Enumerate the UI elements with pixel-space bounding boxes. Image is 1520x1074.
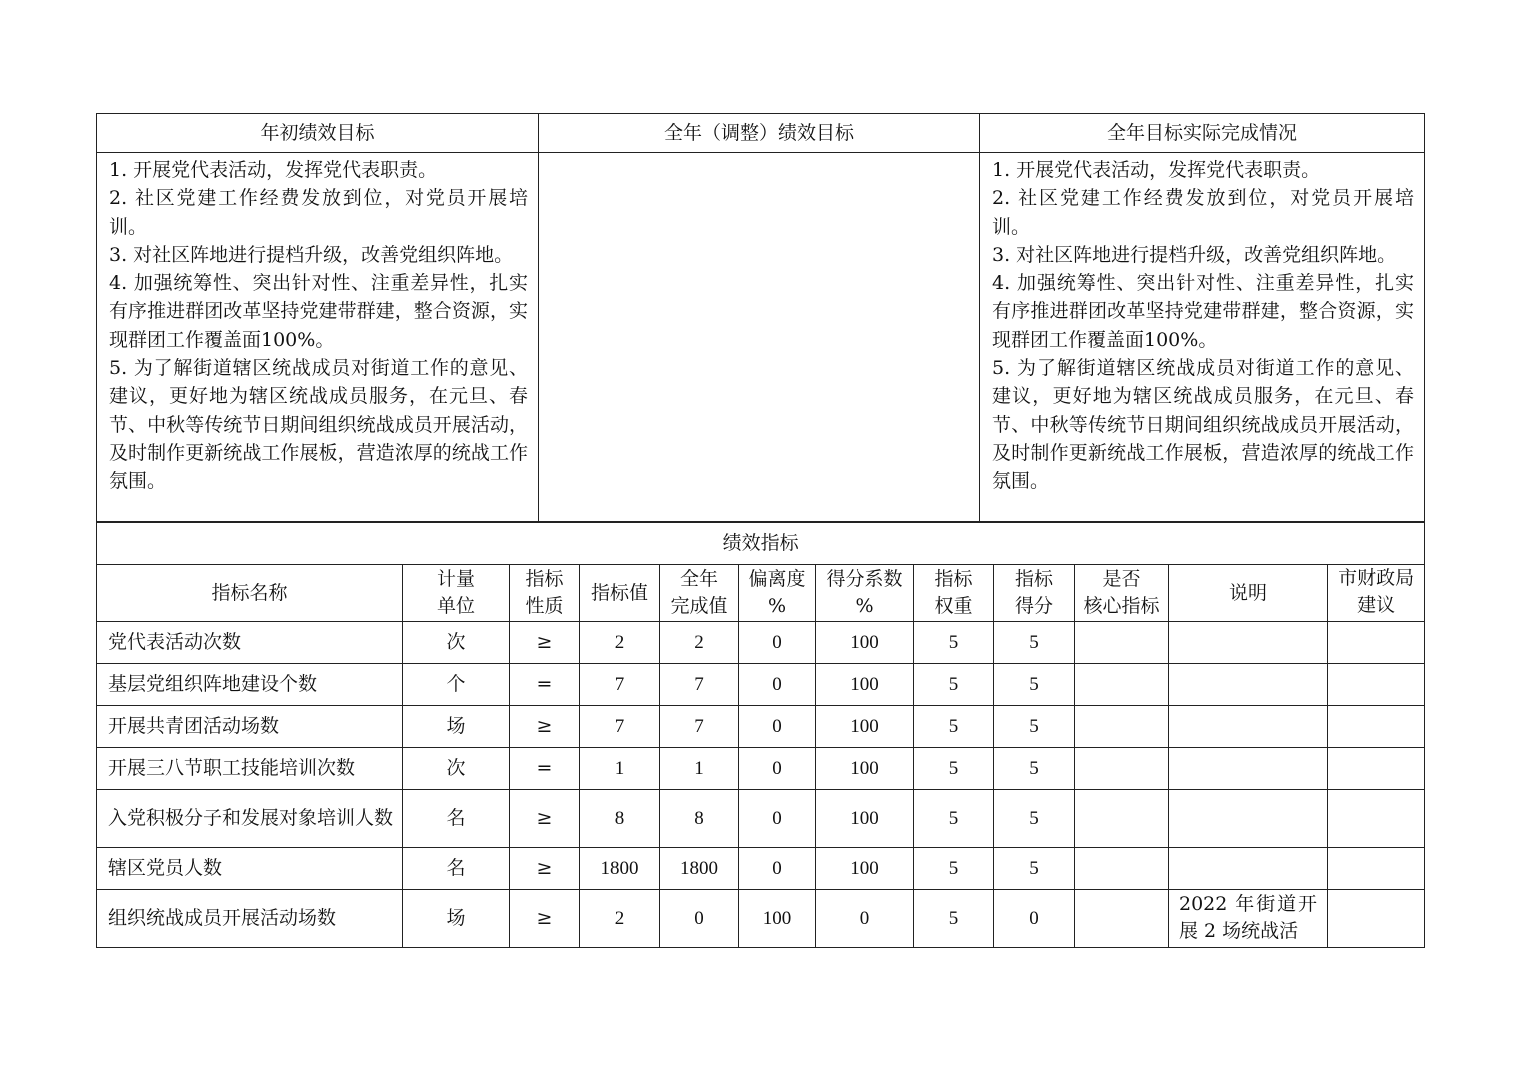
- col-header-advice: [1328, 565, 1425, 622]
- row-unit: 名: [403, 790, 510, 848]
- initial-goal-2: 2. 社区党建工作经费发放到位，对党员开展培训。: [109, 187, 528, 238]
- row-nature: ≥: [510, 622, 580, 664]
- row-name: 党代表活动次数: [97, 622, 403, 664]
- col-header-score: [994, 565, 1075, 622]
- col-header-weight-line2: 权重: [934, 595, 973, 617]
- col-header-note: 说明: [1169, 565, 1328, 622]
- col-header-nature: [510, 565, 580, 622]
- actual-completion-5: 5. 为了解街道辖区统战成员对街道工作的意见、建议，更好地为辖区统战成员服务，在元旦、春节、中秋等传统节日期间组织统战成员开展活动，及时制作更新统战工作展板，营造浓厚的统战工作氛围。: [992, 357, 1414, 493]
- col-header-weight-line1: 指标: [934, 568, 973, 590]
- col-header-actual: [660, 565, 739, 622]
- row-core: [1075, 706, 1169, 748]
- row-core: [1075, 848, 1169, 890]
- row-actual: 2: [660, 622, 739, 664]
- actual-completion-2: 2. 社区党建工作经费发放到位，对党员开展培训。: [992, 187, 1414, 238]
- goals-header-row: [97, 114, 1425, 153]
- row-actual: 8: [660, 790, 739, 848]
- row-note: [1169, 622, 1328, 664]
- row-unit: 次: [403, 748, 510, 790]
- row-core: [1075, 890, 1169, 948]
- row-actual: 1: [660, 748, 739, 790]
- col-header-core-line2: 核心指标: [1083, 595, 1160, 617]
- row-score: 5: [994, 790, 1075, 848]
- actual-completion-cell: [980, 153, 1425, 523]
- row-nature: =: [510, 664, 580, 706]
- row-note: [1169, 748, 1328, 790]
- col-header-deviation-line2: %: [767, 595, 787, 617]
- row-weight: 5: [914, 664, 994, 706]
- table-row: [97, 706, 1425, 748]
- table-row: [97, 790, 1425, 848]
- row-advice: [1328, 748, 1425, 790]
- row-target: 8: [580, 790, 660, 848]
- row-unit: 场: [403, 890, 510, 948]
- initial-goal-4: 4. 加强统筹性、突出针对性、注重差异性，扎实有序推进群团改革坚持党建带群建，整合资源，实现群团工作覆盖面100%。: [109, 272, 528, 351]
- col-header-deviation-line1: 偏离度: [748, 568, 806, 590]
- initial-goal-5: 5. 为了解街道辖区统战成员对街道工作的意见、建议，更好地为辖区统战成员服务，在元旦、春节、中秋等传统节日期间组织统战成员开展活动，及时制作更新统战工作展板，营造浓厚的统战工作氛围。: [109, 357, 528, 493]
- row-coef: 100: [816, 622, 914, 664]
- col-header-nature-line1: 指标: [525, 568, 564, 590]
- row-core: [1075, 790, 1169, 848]
- row-note: [1169, 848, 1328, 890]
- col-header-coef: [816, 565, 914, 622]
- row-score: 5: [994, 622, 1075, 664]
- row-name: 入党积极分子和发展对象培训人数: [97, 790, 403, 848]
- col-header-target: 指标值: [580, 565, 660, 622]
- col-header-unit-line2: 单位: [436, 595, 475, 617]
- indicators-header-row: [97, 565, 1425, 622]
- col-header-nature-line2: 性质: [525, 595, 564, 617]
- row-deviation: 0: [739, 748, 816, 790]
- row-nature: ≥: [510, 890, 580, 948]
- row-nature: =: [510, 748, 580, 790]
- row-target: 7: [580, 706, 660, 748]
- row-actual: 7: [660, 706, 739, 748]
- col-header-score-line1: 指标: [1014, 568, 1053, 590]
- indicators-table: [96, 521, 1425, 948]
- table-row: [97, 664, 1425, 706]
- goals-table: [96, 113, 1425, 523]
- row-advice: [1328, 848, 1425, 890]
- header-adjusted-goals: 全年（调整）绩效目标: [539, 114, 980, 153]
- row-name: 基层党组织阵地建设个数: [97, 664, 403, 706]
- col-header-coef-line1: 得分系数: [826, 568, 903, 590]
- row-deviation: 0: [739, 848, 816, 890]
- row-target: 1800: [580, 848, 660, 890]
- col-header-actual-line1: 全年: [679, 568, 718, 590]
- header-initial-goals: 年初绩效目标: [97, 114, 539, 153]
- row-target: 2: [580, 622, 660, 664]
- row-weight: 5: [914, 748, 994, 790]
- row-weight: 5: [914, 890, 994, 948]
- row-target: 1: [580, 748, 660, 790]
- col-header-unit-line1: 计量: [436, 568, 475, 590]
- row-deviation: 0: [739, 790, 816, 848]
- row-unit: 场: [403, 706, 510, 748]
- row-name: 组织统战成员开展活动场数: [97, 890, 403, 948]
- row-nature: ≥: [510, 706, 580, 748]
- row-score: 5: [994, 706, 1075, 748]
- row-note: [1169, 790, 1328, 848]
- row-weight: 5: [914, 790, 994, 848]
- row-advice: [1328, 664, 1425, 706]
- row-note: [1169, 706, 1328, 748]
- table-row: [97, 848, 1425, 890]
- row-target: 2: [580, 890, 660, 948]
- row-coef: 100: [816, 848, 914, 890]
- initial-goals-cell: [97, 153, 539, 523]
- actual-completion-3: 3. 对社区阵地进行提档升级，改善党组织阵地。: [992, 243, 1397, 266]
- indicators-title-row: [97, 522, 1425, 565]
- adjusted-goals-cell: [539, 153, 980, 523]
- row-deviation: 0: [739, 706, 816, 748]
- actual-completion-1: 1. 开展党代表活动，发挥党代表职责。: [992, 159, 1321, 181]
- row-score: 5: [994, 748, 1075, 790]
- col-header-coef-line2: %: [855, 595, 874, 617]
- col-header-score-line2: 得分: [1014, 595, 1053, 617]
- col-header-core: [1075, 565, 1169, 622]
- row-advice: [1328, 890, 1425, 948]
- row-coef: 100: [816, 790, 914, 848]
- row-unit: 次: [403, 622, 510, 664]
- initial-goal-3: 3. 对社区阵地进行提档升级，改善党组织阵地。: [109, 243, 514, 266]
- row-target: 7: [580, 664, 660, 706]
- row-core: [1075, 664, 1169, 706]
- row-name: 开展三八节职工技能培训次数: [97, 748, 403, 790]
- row-note: 2022 年街道开展 2 场统战活: [1169, 890, 1328, 948]
- row-score: 5: [994, 848, 1075, 890]
- row-nature: ≥: [510, 848, 580, 890]
- col-header-deviation: [739, 565, 816, 622]
- col-header-name: 指标名称: [97, 565, 403, 622]
- row-advice: [1328, 790, 1425, 848]
- row-actual: 0: [660, 890, 739, 948]
- col-header-advice-line1: 市财政局: [1338, 567, 1415, 589]
- col-header-weight: [914, 565, 994, 622]
- header-actual-completion: 全年目标实际完成情况: [980, 114, 1425, 153]
- row-actual: 1800: [660, 848, 739, 890]
- row-core: [1075, 622, 1169, 664]
- col-header-core-line1: 是否: [1102, 568, 1141, 590]
- row-unit: 个: [403, 664, 510, 706]
- row-coef: 100: [816, 664, 914, 706]
- col-header-unit: [403, 565, 510, 622]
- row-note: [1169, 664, 1328, 706]
- row-coef: 100: [816, 748, 914, 790]
- col-header-actual-line2: 完成值: [670, 595, 728, 617]
- goals-body-row: [97, 153, 1425, 523]
- row-name: 辖区党员人数: [97, 848, 403, 890]
- table-row: [97, 748, 1425, 790]
- row-coef: 100: [816, 706, 914, 748]
- row-advice: [1328, 622, 1425, 664]
- row-unit: 名: [403, 848, 510, 890]
- initial-goal-1: 1. 开展党代表活动，发挥党代表职责。: [109, 159, 438, 181]
- row-score: 5: [994, 664, 1075, 706]
- row-name: 开展共青团活动场数: [97, 706, 403, 748]
- row-weight: 5: [914, 622, 994, 664]
- row-score: 0: [994, 890, 1075, 948]
- row-deviation: 0: [739, 664, 816, 706]
- row-coef: 0: [816, 890, 914, 948]
- col-header-advice-line2: 建议: [1357, 594, 1396, 616]
- actual-completion-4: 4. 加强统筹性、突出针对性、注重差异性，扎实有序推进群团改革坚持党建带群建，整合资源，实现群团工作覆盖面100%。: [992, 272, 1414, 351]
- table-row: [97, 890, 1425, 948]
- indicators-title: 绩效指标: [97, 522, 1425, 565]
- row-nature: ≥: [510, 790, 580, 848]
- row-advice: [1328, 706, 1425, 748]
- row-weight: 5: [914, 706, 994, 748]
- row-weight: 5: [914, 848, 994, 890]
- row-actual: 7: [660, 664, 739, 706]
- row-deviation: 100: [739, 890, 816, 948]
- row-deviation: 0: [739, 622, 816, 664]
- table-row: [97, 622, 1425, 664]
- row-core: [1075, 748, 1169, 790]
